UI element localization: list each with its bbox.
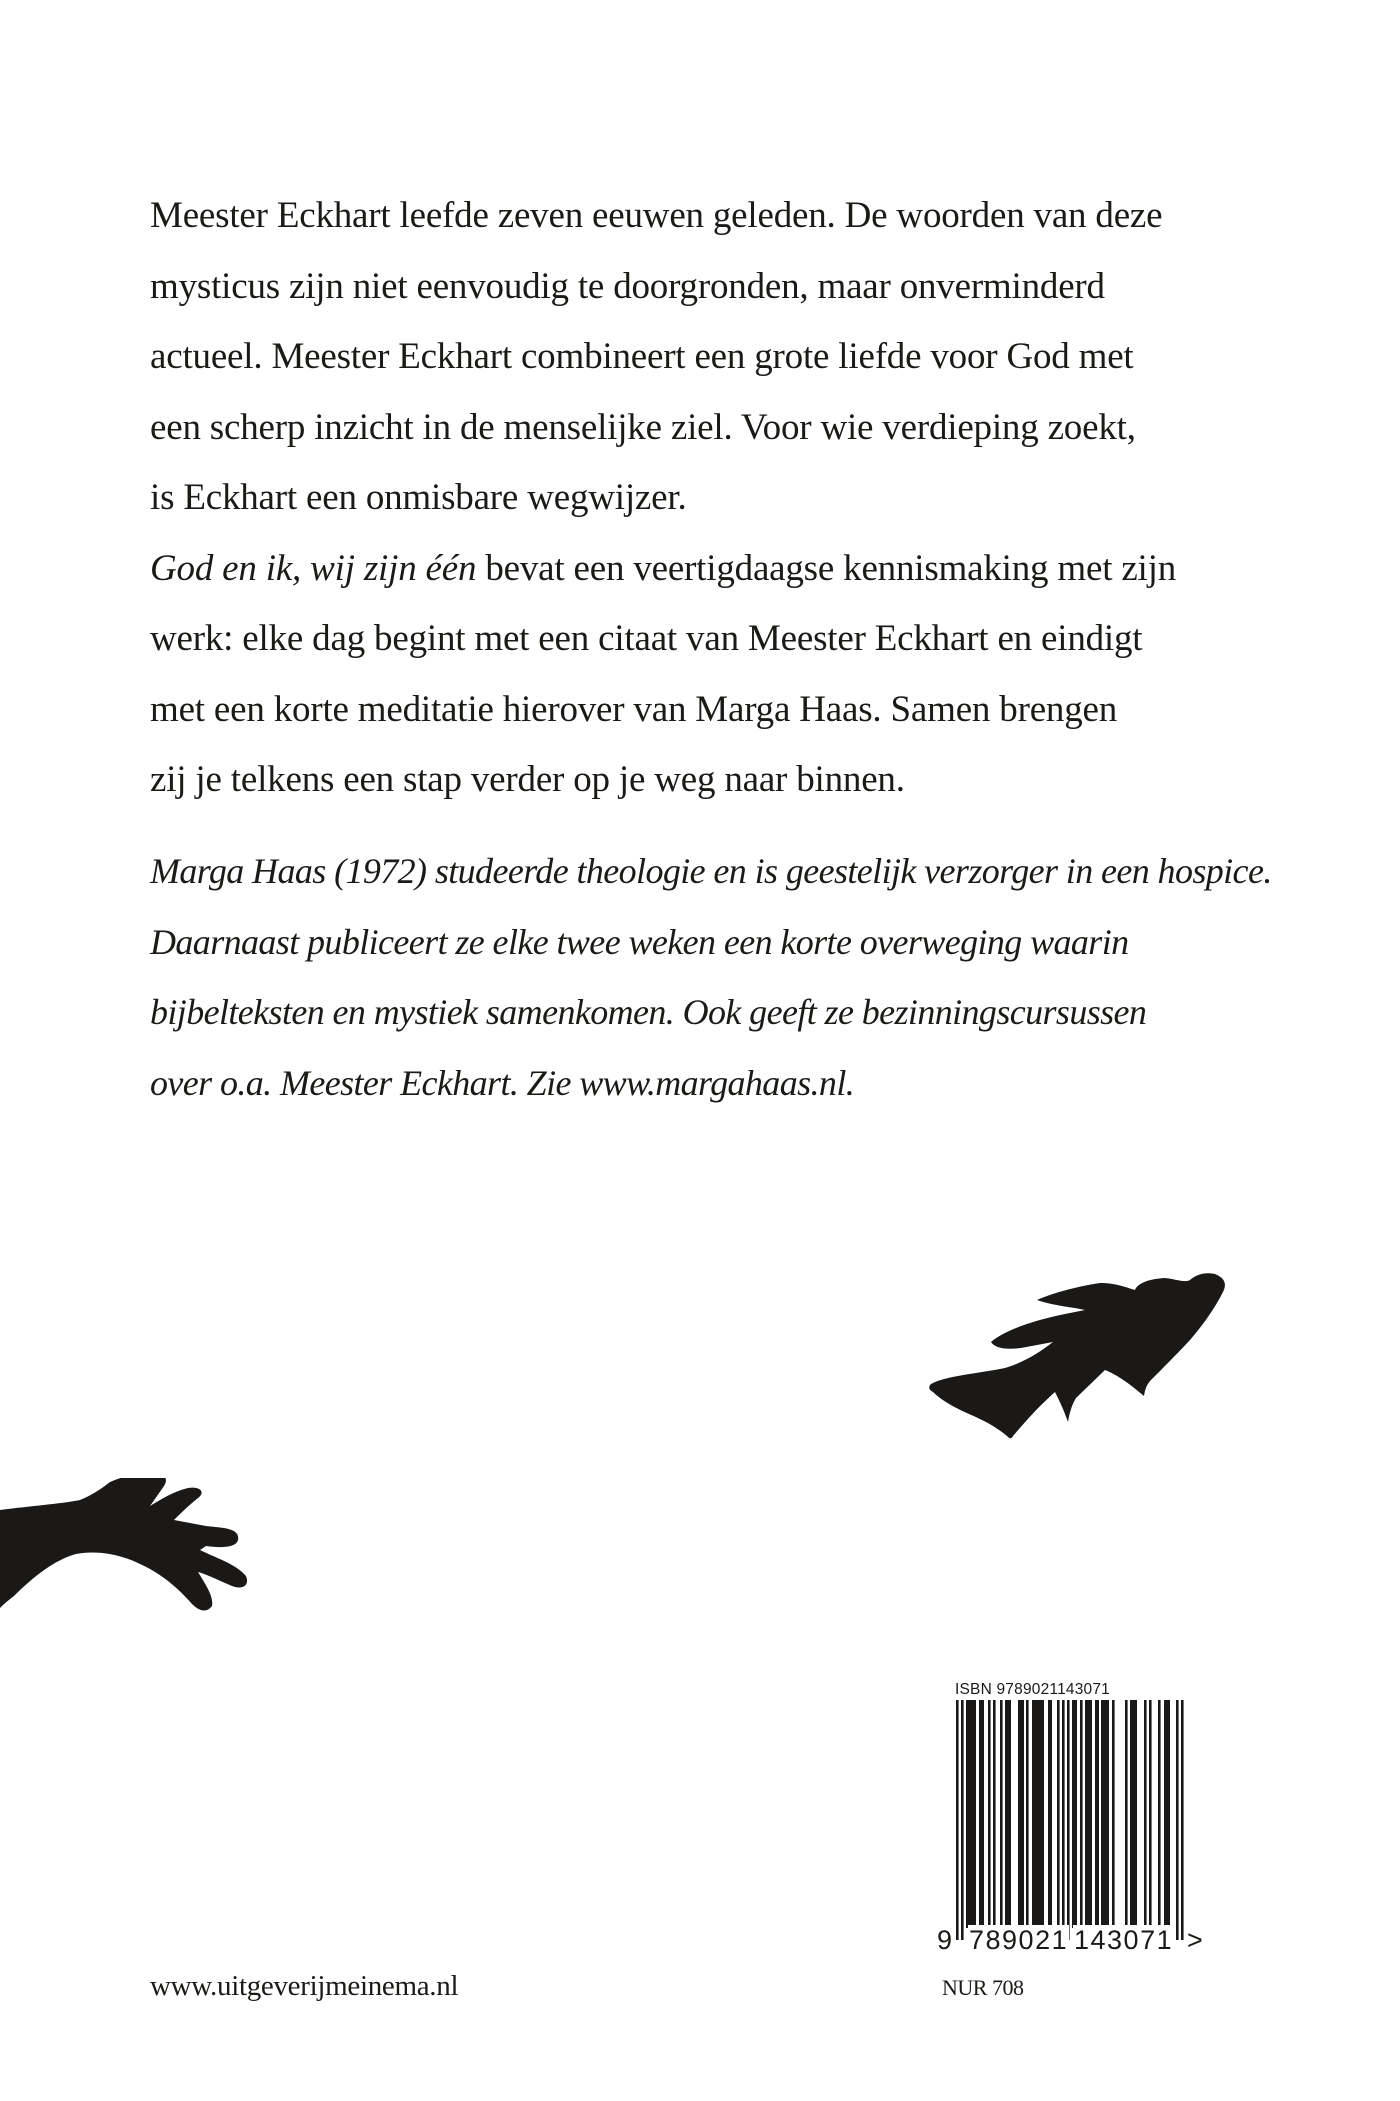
blurb-text bbox=[150, 181, 1330, 816]
barcode-bars-icon bbox=[942, 1700, 1190, 1940]
author-bio-line: Daarnaast publiceert ze elke twee weken een korte overweging waarin bbox=[150, 921, 1129, 962]
publisher-url: www.uitgeverijmeinema.nl bbox=[150, 1970, 459, 2002]
barcode-block bbox=[937, 1680, 1203, 1955]
blurb-line-rest: bevat een veertigdaagse kennismaking met zijn bbox=[476, 547, 1177, 589]
author-bio-line: Marga Haas (1972) studeerde theologie en is geestelijk verzorger in een hospice. bbox=[150, 851, 1272, 891]
blurb-line: actueel. Meester Eckhart combineert een grote liefde voor God met bbox=[150, 336, 1134, 377]
author-bio-line: bijbelteksten en mystiek samenkomen. Ook geeft ze bezinningscursussen bbox=[150, 992, 1147, 1032]
blurb-line: is Eckhart een onmisbare wegwijzer. bbox=[150, 477, 687, 518]
hand-silhouette-icon bbox=[0, 1478, 260, 1618]
blurb-line: mysticus zijn niet eenvoudig te doorgronden, maar onverminderd bbox=[150, 265, 1105, 307]
book-title-italic: God en ik, wij zijn één bbox=[150, 547, 477, 589]
nur-code: NUR 708 bbox=[942, 1975, 1024, 2000]
blurb-line: zij je telkens een stap verder op je weg naar binnen. bbox=[150, 759, 905, 800]
ean-quiet-zone-marker: > bbox=[1187, 1925, 1203, 1955]
leaf-silhouette-icon bbox=[925, 1270, 1225, 1450]
blurb-line: een scherp inzicht in de menselijke ziel. Voor wie verdieping zoekt, bbox=[150, 406, 1136, 448]
blurb-line: met een korte meditatie hierover van Marga Haas. Samen brengen bbox=[150, 688, 1118, 730]
blurb-line bbox=[150, 534, 1330, 605]
ean-left-group: 789021 bbox=[969, 1925, 1069, 1955]
author-bio bbox=[150, 836, 1350, 1118]
blurb-line: Meester Eckhart leefde zeven eeuwen geleden. De woorden van deze bbox=[150, 195, 1163, 236]
ean-barcode bbox=[937, 1700, 1203, 1955]
author-bio-line: over o.a. Meester Eckhart. Zie www.margahaas.nl. bbox=[150, 1062, 855, 1103]
ean-right-group: 143071 bbox=[1074, 1925, 1174, 1955]
isbn-label: ISBN 9789021143071 bbox=[955, 1681, 1110, 1698]
blurb-line: werk: elke dag begint met een citaat van Meester Eckhart en eindigt bbox=[150, 618, 1143, 659]
ean-first-digit: 9 bbox=[937, 1925, 953, 1955]
